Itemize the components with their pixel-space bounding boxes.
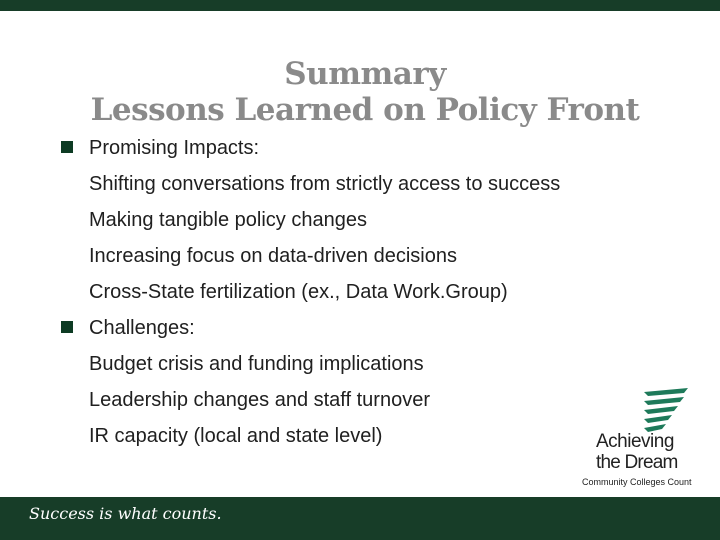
slide-content [58, 136, 618, 460]
bullet-promising-impacts [58, 136, 618, 160]
logo-line-1: Achieving [596, 431, 674, 452]
sub-item: Leadership changes and staff turnover [89, 389, 430, 411]
square-bullet-icon [61, 141, 73, 153]
sub-item: Making tangible policy changes [89, 209, 367, 231]
bullet-label: Challenges: [89, 317, 195, 339]
square-bullet-icon [61, 321, 73, 333]
sub-item: Increasing focus on data-driven decisions [89, 245, 457, 267]
bullet-challenges [58, 316, 618, 340]
sub-item: Shifting conversations from strictly access to success [89, 173, 561, 195]
slide-title [0, 56, 720, 128]
title-line-2: Lessons Learned on Policy Front [90, 92, 640, 128]
logo-subtitle: Community Colleges Count [582, 477, 692, 487]
sub-item: IR capacity (local and state level) [89, 425, 383, 447]
bullet-label: Promising Impacts: [89, 137, 260, 159]
footer-tagline: Success is what counts. [29, 504, 222, 523]
title-line-1: Summary [284, 56, 446, 92]
top-bar [0, 0, 720, 11]
logo-line-2: the Dream [596, 452, 678, 473]
achieving-the-dream-logo [580, 386, 710, 491]
sub-item: Budget crisis and funding implications [89, 353, 424, 375]
logo-swoosh-icon [640, 386, 690, 436]
sub-item: Cross-State fertilization (ex., Data Work.Group) [89, 281, 508, 303]
